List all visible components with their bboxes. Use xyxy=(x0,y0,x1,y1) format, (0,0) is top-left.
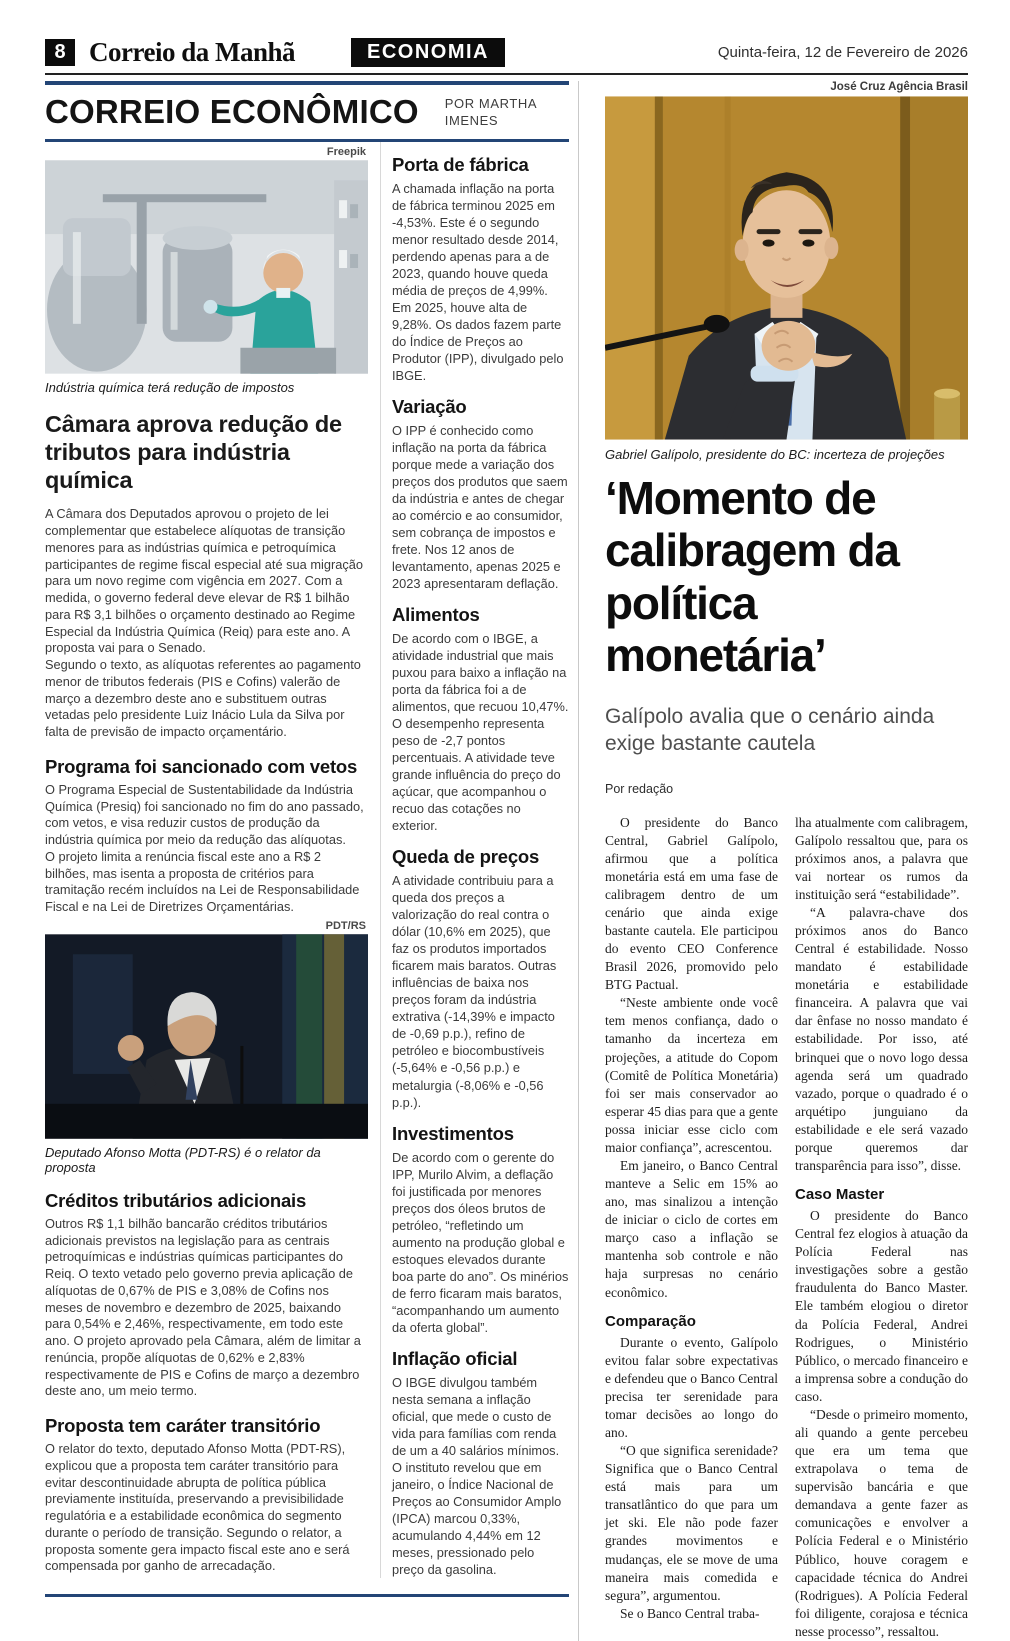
brief-body: A atividade contribuiu para a queda dos preços a valorização do real contra o dólar (10,6% em 2025), que faz os produtos importados ficarem mais baratos. Outras influências de baixa nos preços foram da indústria extrativa (-14,39% e impacto de -0,69 p.p.), refino de petróleo e biocombustíveis (-5,64% e -0,56 p.p.) e metalurgia (-8,06% e -0,56 p.p.). xyxy=(392,873,557,1110)
section-heading: Créditos tributários adicionais xyxy=(45,1189,307,1211)
article-paragraph: “A palavra-chave dos próximos anos do Banco Central é estabilidade. Nosso mandato é estabilidade monetária e estabilidade financeira. A palavra que vai dar ênfase no nosso mandato é estabilidade. Por isso, até brinquei que o novo logo dessa agenda será um quadrado vazado, porque o quadrado é o arquétipo junguiano da estabilidade e ele será vazado porque queremos dar transparência para isso”, disse. xyxy=(795,904,968,1173)
main-headline: ‘Momento de calibragem da política monetária’ xyxy=(605,472,899,682)
article-paragraph: Se o Banco Central traba- xyxy=(620,1605,760,1621)
edition-date: Quinta-feira, 12 de Fevereiro de 2026 xyxy=(717,43,968,61)
brief-body: O IBGE divulgou também nesta semana a inflação oficial, que mede o custo de vida para famílias com renda de um a 40 salários mínimos. O instituto revelou que em janeiro, o Índice Nacional de Preços ao Consumidor Amplo (IPCA) marcou 0,33%, acumulando 4,44% em 12 meses, pressionado pelo preço da gasolina. xyxy=(392,1374,562,1577)
section-label: ECONOMIA xyxy=(351,38,505,67)
article-paragraph: Segundo o texto, as alíquotas referentes ao pagamento menor de tributos federais (PIS e Cofins) valerão de março a dezembro deste ano e substituem outras vetadas pelo presidente Luiz Inácio Lula da Silva por falta de previsão de impacto orçamentário. xyxy=(45,657,361,740)
article-paragraph: “Desde o primeiro momento, ali quando a gente percebeu que era um tema que extrapolava o tema de supervisão bancária e que demandava a gente fazer as comunicações e envolver a Polícia Federal e o Ministério Público, houve coragem e capacidade técnica do Andrei (Rodrigues). A Polícia Federal foi diligente, corajosa e técnica nesse processo”, ressaltou. xyxy=(795,1406,968,1639)
news-brief xyxy=(392,604,569,834)
brief-heading: Investimentos xyxy=(392,1122,514,1144)
photo-caption: Indústria química terá redução de impostos xyxy=(45,379,295,395)
section-paragraphs xyxy=(45,782,368,916)
photo-credit: PDT/RS xyxy=(325,919,366,932)
article-paragraph: A Câmara dos Deputados aprovou o projeto de lei complementar que estabelece alíquotas de transição menores para as indústrias química e petroquímica participantes de regime fiscal especial até sua migração para um novo regime com vigência em 2027. Com a medida, o governo federal deve elevar de R$ 1 bilhão para R$ 3,1 bilhões o orçamento destinado ao Regime Especial da Indústria Química (Reiq) para este ano. A proposta vai para o Senado. xyxy=(45,506,363,656)
article-paragraph: “Neste ambiente onde você tem menos confiança, dado o tamanho da incerteza em projeções, a atitude do Copom (Comitê de Política Monetária) foi ser mais conservador ao esperar 45 dias para que a gente possa iniciar esse ciclo com maior confiança”, acrescentou. xyxy=(605,995,778,1155)
news-brief xyxy=(392,396,569,592)
gabriel-galipolo-photo xyxy=(605,96,968,440)
section-heading: Programa foi sancionado com vetos xyxy=(45,755,358,777)
block-bottom-rule xyxy=(45,1594,569,1597)
brief-heading: Inflação oficial xyxy=(392,1347,518,1369)
brief-heading: Queda de preços xyxy=(392,846,540,868)
newspaper-masthead: Correio da Manhã xyxy=(89,36,295,67)
article-paragraph: O projeto limita a renúncia fiscal este ano a R$ 2 bilhões, mas isenta a proposta de critérios para tramitação recém incluídos na Lei de Responsabilidade Fiscal e na Lei de Diretrizes Orçamentárias. xyxy=(45,848,360,915)
article-paragraph: Durante o evento, Galípolo evitou falar sobre expectativas e defendeu que o Banco Central precisa ter serenidade para tomar decisões ao longo do ano. xyxy=(605,1334,778,1440)
article-paragraph: Em janeiro, o Banco Central manteve a Selic em 15% ao ano, mas sinalizou a intenção de iniciar o ciclo de cortes em março caso a inflação se mantenha sob controle e não haja surpresas no cenário econômico. xyxy=(605,1157,778,1300)
article-paragraph: O presidente do Banco Central, Gabriel Galípolo, afirmou que a política monetária está em uma fase de calibragem dentro de um cenário que ainda exige bastante cautela. Ele participou do evento CEO Conference Brasil 2026, promovido pelo BTG Pactual. xyxy=(605,814,778,993)
article-column-2 xyxy=(795,814,968,1641)
news-briefs-column xyxy=(381,142,569,1578)
news-brief xyxy=(392,154,569,384)
news-brief xyxy=(392,1123,569,1336)
brief-body: O IPP é conhecido como inflação na porta da fábrica porque mede a variação dos preços dos produtos que saem da indústria e antes de chegar ao comércio e ao consumidor, sem cobrança de impostos e frete. Nos 12 anos de levantamento, apenas 2025 e 2023 apresentaram deflação. xyxy=(392,422,568,592)
photo-caption: Deputado Afonso Motta (PDT-RS) é o relator da proposta xyxy=(45,1144,321,1175)
article-byline: Por redação xyxy=(605,781,674,796)
article-paragraph: O presidente do Banco Central fez elogios à atuação da Polícia Federal nas investigações sobre a gestão fraudulenta do Banco Master. Ele também elogiou o diretor da Polícia Federal, Andrei Rodrigues, o Ministério Público, o mercado financeiro e a imprensa sobre a condução do caso. xyxy=(795,1208,968,1404)
news-brief xyxy=(392,1348,569,1578)
article-paragraph: lha atualmente com calibragem, Galípolo ressaltou que, para os próximos anos, a palavra que vai nortear os rumos da instituição será “estabilidade”. xyxy=(795,814,968,902)
correio-economico-block xyxy=(45,81,579,1641)
article-column-1 xyxy=(605,814,778,1641)
page-header xyxy=(45,36,968,68)
brief-heading: Porta de fábrica xyxy=(392,153,529,175)
brief-heading: Alimentos xyxy=(392,604,480,626)
article-paragraph: O Programa Especial de Sustentabilidade da Indústria Química (Presiq) foi sancionado no fim do ano passado, com vetos, e visa reduzir custos de produção da indústria química por meio da redução das alíquotas. xyxy=(45,781,364,848)
main-subhead: Galípolo avalia que o cenário ainda exige bastante cautela xyxy=(605,704,935,755)
deputy-afonso-motta-photo xyxy=(45,934,368,1139)
column-header xyxy=(45,81,569,142)
page-content xyxy=(45,81,968,1641)
article-text-columns xyxy=(605,814,968,1641)
brief-body: A chamada inflação na porta de fábrica terminou 2025 em -4,53%. Este é o segundo menor resultado desde 2014, perdendo apenas para a de 2023, quando houve queda média de preços de 4,99%. Em 2025, houve alta de 9,28%. Os dados fazem parte do Índice de Preços ao Produtor (IPP), divulgado pelo IBGE. xyxy=(392,180,564,383)
article-lead-paragraphs xyxy=(45,506,368,741)
page-number: 8 xyxy=(45,39,75,66)
article-paragraph: “O que significa serenidade? Significa que o Banco Central está mais para um transatlântico do que para um jet ski. Ele não pode fazer grandes movimentos e mudanças, ele se move de uma maneira mais comedida e segura”, argumentou. xyxy=(605,1443,778,1603)
photo-credit: Freepik xyxy=(326,145,366,158)
section-body: O relator do texto, deputado Afonso Motta (PDT-RS), explicou que a proposta tem caráter transitório para evitar descontinuidade abrupta de política pública previamente instituída, preservando a previsibilidade regulatória e a estabilidade econômica do segmento durante o período de transição. Segundo o relator, a proposta somente gera impacto fiscal este ano e será compensada por ganho de arrecadação. xyxy=(45,1441,350,1574)
section-body: Outros R$ 1,1 bilhão bancarão créditos tributários adicionais previstos na legislação para as centrais petroquímicas e indústrias químicas participantes do Reiq. O texto vetado pelo governo previa aplicação de alíquotas de 0,67% de PIS e 3,08% de Cofins nos meses de novembro e dezembro de 2025, baixando para 0,54% e 2,46%, respectivamente, em todo este ano. O projeto aprovado pela Câmara, além de limitar a renúncia, propõe alíquotas de 0,62% e 2,83% respectivamente de PIS e Cofins de março a dezembro deste ano, um meio termo. xyxy=(45,1215,361,1399)
column-title: CORREIO ECONÔMICO xyxy=(45,93,419,130)
article-paragraph: Comparação xyxy=(605,1312,696,1330)
photo-credit: José Cruz Agência Brasil xyxy=(830,81,968,93)
section-heading: Proposta tem caráter transitório xyxy=(45,1415,321,1437)
left-column xyxy=(45,142,381,1578)
article-headline: Câmara aprova redução de tributos para indústria química xyxy=(45,410,342,494)
chemical-industry-photo xyxy=(45,160,368,374)
main-article xyxy=(605,81,968,1641)
brief-body: De acordo com o IBGE, a atividade industrial que mais puxou para baixo a inflação na porta da fábrica foi a de alimentos, que recuou 10,47%. O desempenho representa peso de -2,7 pontos percentuais. A atividade teve grande influência do preço do açúcar, que acompanhou o recuo das cotações no exterior. xyxy=(392,631,569,834)
header-divider xyxy=(45,73,968,75)
brief-body: De acordo com o gerente do IPP, Murilo Alvim, a deflação foi justificada por menores preços dos óleos brutos de petróleo, “refletindo um aumento na produção global e estoques elevados durante boa parte do ano”. Os minérios de ferro ficaram mais baratos, “acompanhando um aumento da oferta global”. xyxy=(392,1149,569,1335)
news-brief xyxy=(392,846,569,1110)
column-byline: POR MARTHA IMENES xyxy=(444,96,537,128)
photo-caption: Gabriel Galípolo, presidente do BC: incerteza de projeções xyxy=(605,447,945,462)
article-paragraph: Caso Master xyxy=(795,1186,885,1204)
brief-heading: Variação xyxy=(392,395,467,417)
